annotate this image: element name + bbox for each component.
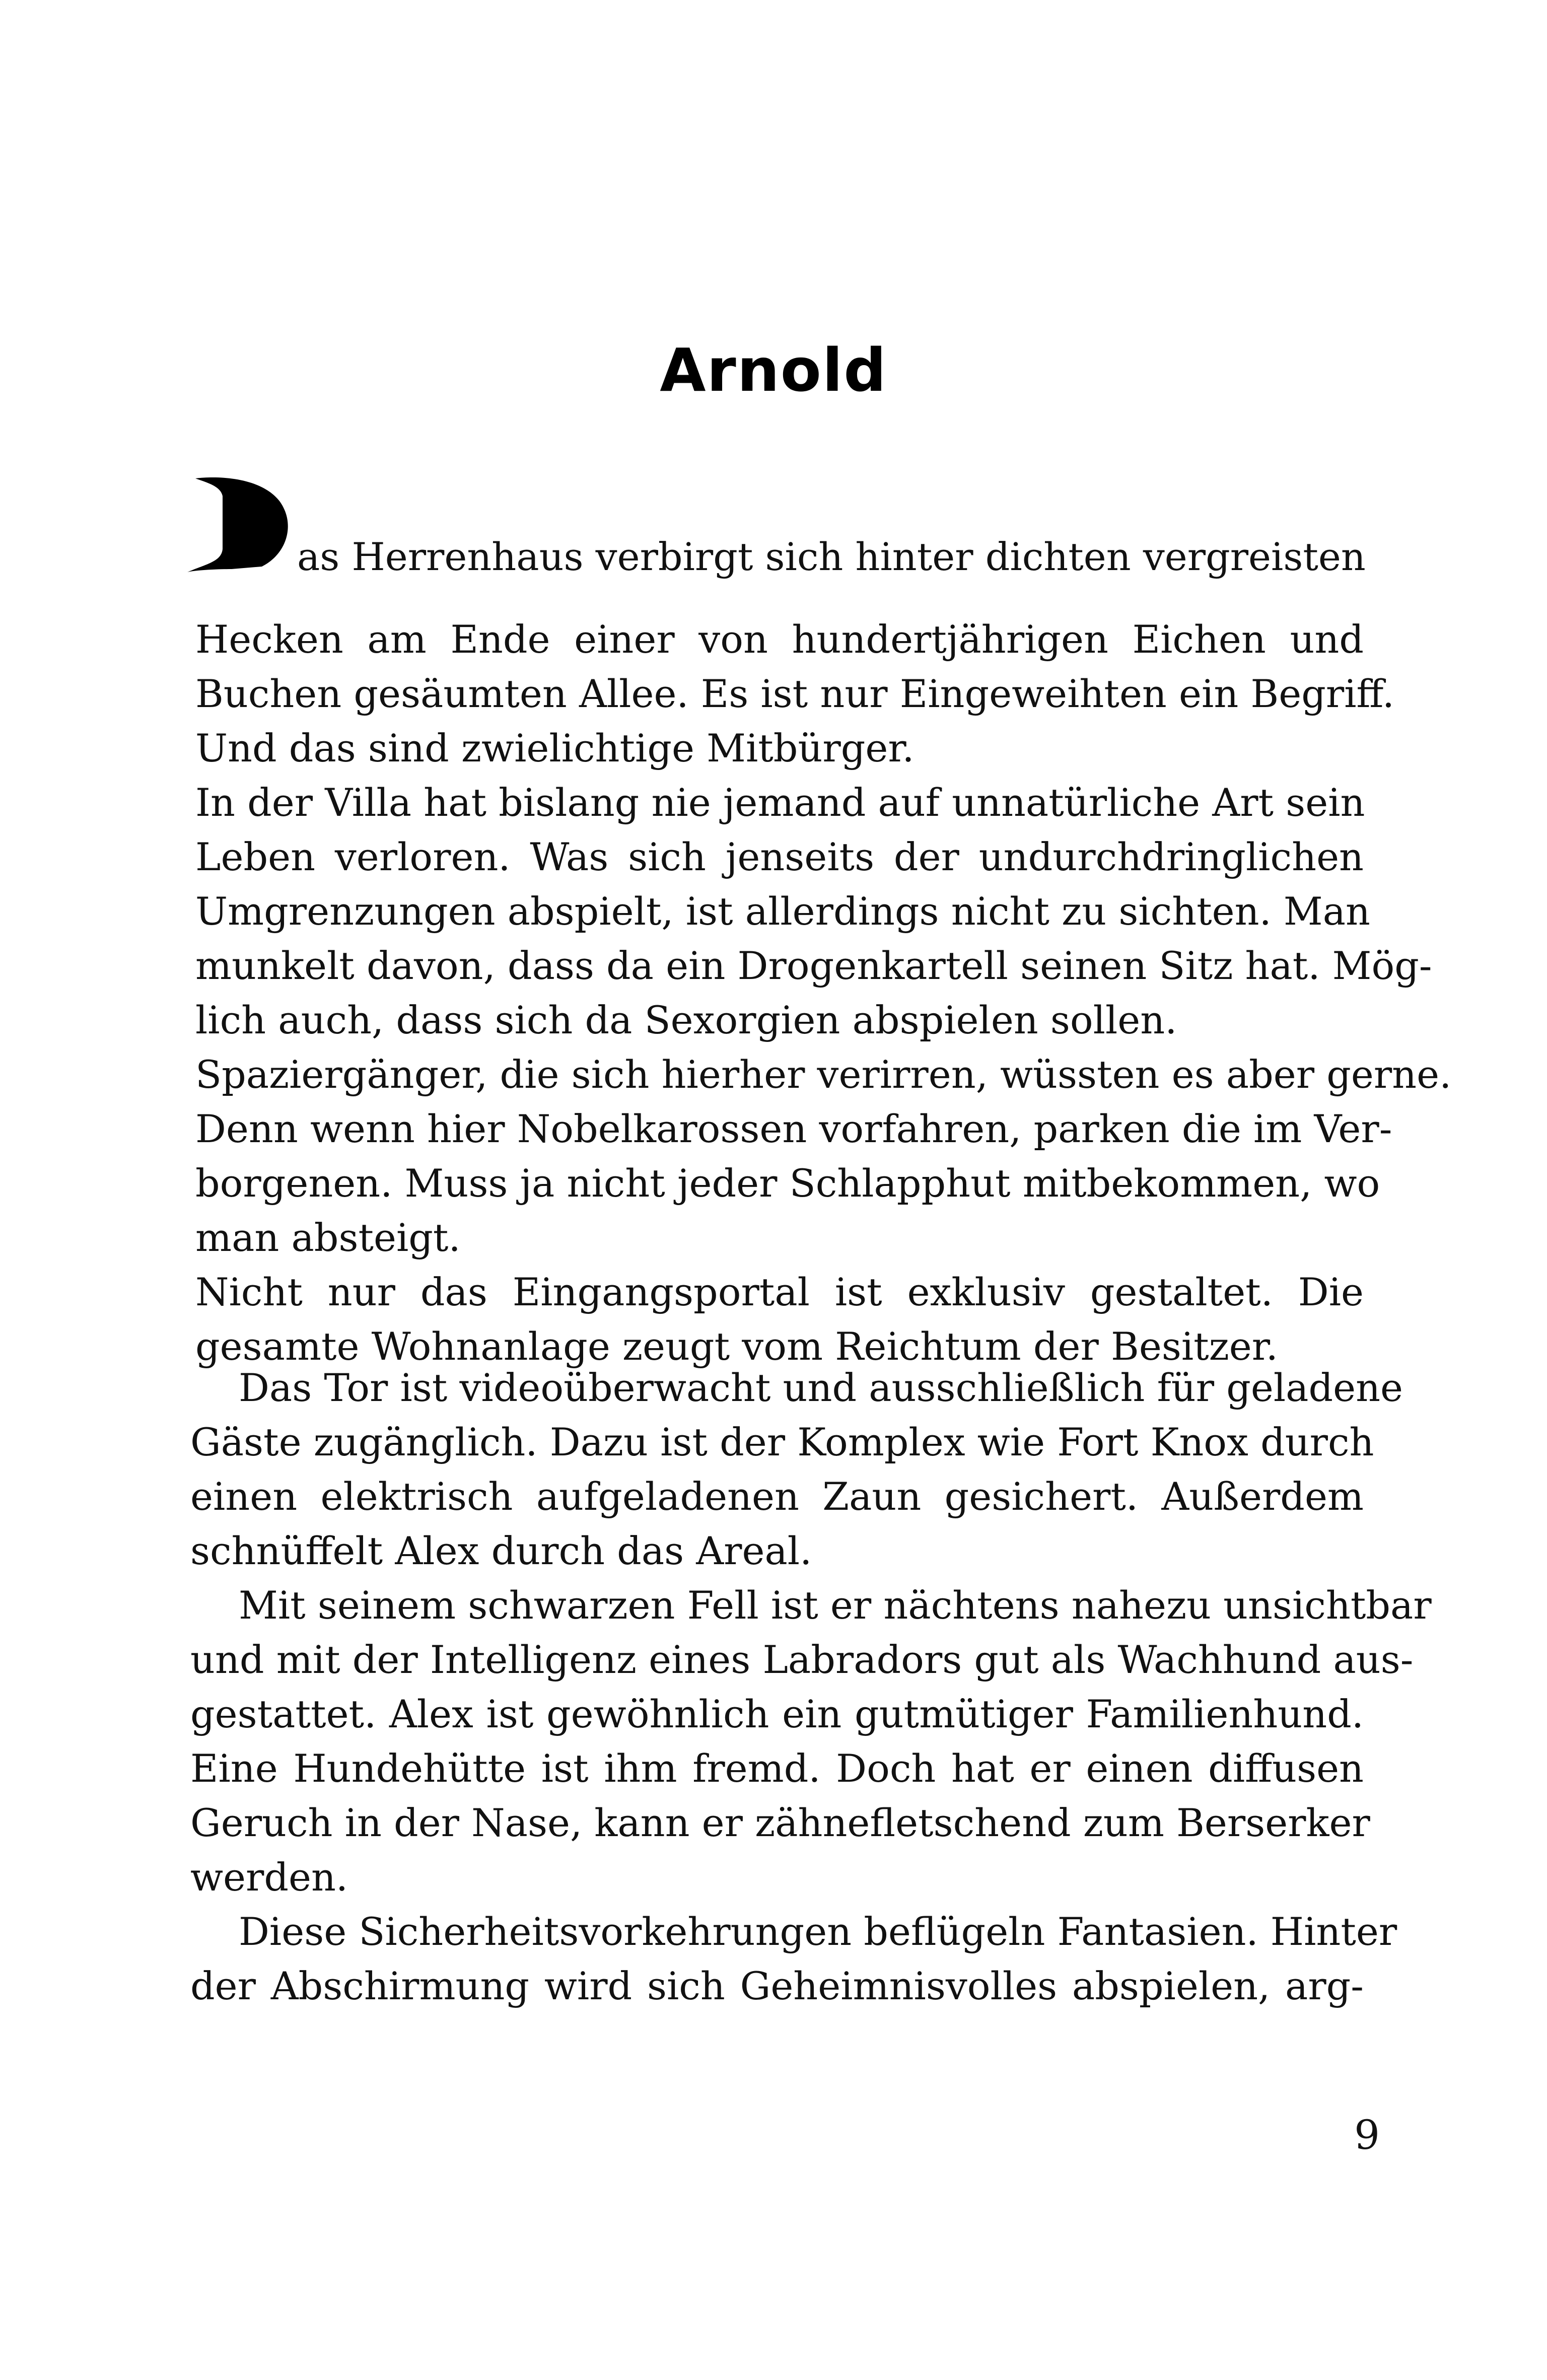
text-line: Buchen gesäumten Allee. Es ist nur Eingeweihten ein Begriff. xyxy=(195,671,1394,716)
paragraph-block-1 xyxy=(195,612,1452,1374)
text-line: gesamte Wohnanlage zeugt vom Reichtum der Besitzer. xyxy=(195,1324,1278,1369)
text-line: Hecken am Ende einer von hundertjährigen Eichen und xyxy=(195,617,1364,662)
text-line: Diese Sicherheitsvorkehrungen beflügeln Fantasien. Hinter xyxy=(239,1909,1397,1954)
text-line: Mit seinem schwarzen Fell ist er nächtens nahezu unsichtbar xyxy=(239,1583,1432,1628)
text-line: Gäste zugänglich. Dazu ist der Komplex wie Fort Knox durch xyxy=(190,1420,1374,1464)
text-line: einen elektrisch aufgeladenen Zaun gesichert. Außerdem xyxy=(190,1474,1364,1519)
text-line: Das Tor ist videoüberwacht und ausschließlich für geladene xyxy=(239,1365,1403,1410)
text-line: Eine Hundehütte ist ihm fremd. Doch hat er einen diffusen xyxy=(190,1746,1364,1791)
paragraph-block-2 xyxy=(190,1361,1432,2013)
text-line: schnüffelt Alex durch das Areal. xyxy=(190,1528,812,1573)
dropcap-letter-d xyxy=(186,473,297,574)
text-line: Denn wenn hier Nobelkarossen vorfahren, parken die im Ver- xyxy=(195,1106,1392,1151)
text-line: Umgrenzungen abspielt, ist allerdings nicht zu sichten. Man xyxy=(195,889,1370,934)
text-line: lich auch, dass sich da Sexorgien abspielen sollen. xyxy=(195,998,1177,1042)
text-line: und mit der Intelligenz eines Labradors gut als Wachhund aus- xyxy=(190,1637,1414,1682)
text-line: werden. xyxy=(190,1855,348,1900)
text-line: Leben verloren. Was sich jenseits der undurchdringlichen xyxy=(195,834,1364,879)
text-line: der Abschirmung wird sich Geheimnisvolles abspielen, arg- xyxy=(190,1964,1364,2008)
text-line: munkelt davon, dass da ein Drogenkartell seinen Sitz hat. Mög- xyxy=(195,943,1432,988)
text-line: Geruch in der Nase, kann er zähnefletschend zum Berserker xyxy=(190,1800,1370,1845)
text-line: gestattet. Alex ist gewöhnlich ein gutmütiger Familienhund. xyxy=(190,1692,1364,1736)
page-number: 9 xyxy=(1354,2112,1380,2158)
text-line: Und das sind zwielichtige Mitbürger. xyxy=(195,726,915,771)
text-line: Spaziergänger, die sich hierher verirren, wüssten es aber gerne. xyxy=(195,1052,1452,1097)
text-line: man absteigt. xyxy=(195,1215,461,1260)
chapter-title: Arnold xyxy=(660,335,887,405)
text-line: borgenen. Muss ja nicht jeder Schlapphut mitbekommen, wo xyxy=(195,1161,1380,1206)
first-line-text: as Herrenhaus verbirgt sich hinter dichten vergreisten xyxy=(297,534,1366,579)
text-line: In der Villa hat bislang nie jemand auf unnatürliche Art sein xyxy=(195,780,1365,825)
text-line: Nicht nur das Eingangsportal ist exklusiv gestaltet. Die xyxy=(195,1270,1364,1314)
